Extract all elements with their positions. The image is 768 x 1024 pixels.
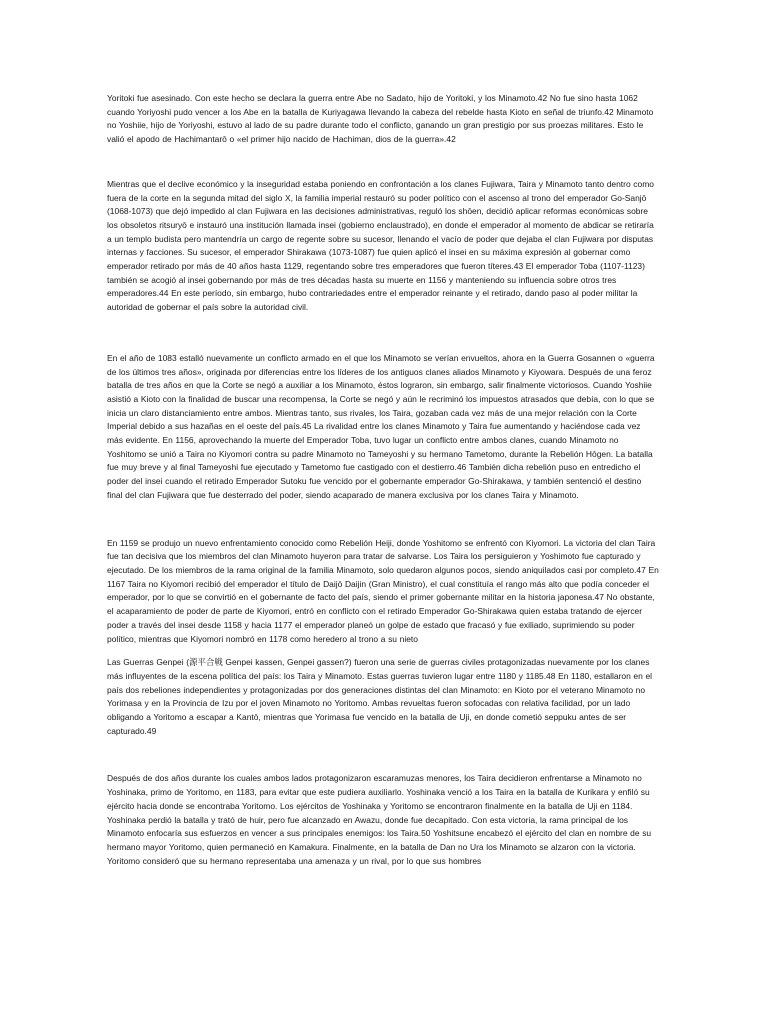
paragraph-insei: Mientras que el declive económico y la inseguridad estaba poniendo en confrontación a los clanes Fujiwara, Taira y Minamoto tanto dentro como fuera de la corte en la segunda mitad del siglo X, la familia imperial restauró su poder político con el ascenso al trono del emperador Go-Sanjō (1068-1073) que dejó impedido al clan Fujiwara en las decisiones administrativas, reguló los shōen, decidió aplicar reformas económicas sobre los obsoletos ritsuryō e instauró una institución llamada insei (gobierno enclaustrado), en donde el emperador al momento de abdicar se retiraría a un templo budista pero mantendría un cargo de regente sobre su sucesor, llenando el vacío de poder que dejaba el clan Fujiwara por disputas internas y facciones. Su sucesor, el emperador Shirakawa (1073-1087) fue quien aplicó el insei en su máxima expresión al gobernar como emperador retirado por más de 40 años hasta 1129, regentando sobre tres emperadores que fueron títeres.43 El emperador Toba (1107-1123) también se acogió al insei gobernando por más de tres décadas hasta su muerte en 1156 y manteniendo su influencia sobre otros tres emperadores.44 En este período, sin embargo, hubo contrariedades entre el emperador reinante y el retirado, dando paso al poder militar la autoridad de gobernar el país sobre la autoridad civil. [107,178,654,313]
paragraph-yoshinaka: Después de dos años durante los cuales ambos lados protagonizaron escaramuzas menores, los Taira decidieron enfrentarse a Minamoto no Yoshinaka, primo de Yoritomo, en 1183, para evitar que este pudiera auxiliarlo. Yoshinaka venció a los Taira en la batalla de Kurikara y enfiló su ejército hacia donde se encontraba Yoritomo. Los ejércitos de Yoshinaka y Yoritomo se encontraron finalmente en la batalla de Uji en 1184. Yoshinaka perdió la batalla y trató de huir, pero fue alcanzado en Awazu, donde fue decapitado. Con esta victoria, la rama principal de los Minamoto enfocaría sus esfuerzos en vencer a sus principales enemigos: los Taira.50 Yoshitsune encabezó el ejército del clan en nombre de su hermano mayor Yoritomo, quien permaneció en Kamakura. Finalmente, en la batalla de Dan no Ura los Minamoto se alzaron con la victoria. Yoritomo consideró que su hermano representaba una amenaza y un rival, por lo que sus hombres [107,773,652,866]
paragraph-genpei: Las Guerras Genpei (源平合戦 Genpei kassen, Genpei gassen?) fueron una serie de guerras civiles protagonizadas nuevamente por los clanes más influyentes de la escena política del país: los Taira y Minamoto. Estas guerras tuvieron lugar entre 1180 y 1185.48 En 1180, estallaron en el país dos rebeliones independientes y protagonizadas por dos generaciones distintas del clan Minamoto: en Kioto por el veterano Minamoto no Yorimasa y en la Provincia de Izu por el joven Minamoto no Yoritomo. Ambas revueltas fueron sofocadas con relativa facilidad, por un lado obligando a Yoritomo a escapar a Kantō, mientras que Yorimasa fue vencido en la batalla de Uji, en donde cometió seppuku antes de ser capturado.49 [107,657,653,736]
paragraph-gosannen-hogen: En el año de 1083 estalló nuevamente un conflicto armado en el que los Minamoto se verían envueltos, ahora en la Guerra Gosannen o «guerra de los últimos tres años», originada por diferencias entre los líderes de los antiguos clanes aliados Minamoto y Kiyowara. Después de una feroz batalla de tres años en que la Corte se negó a auxiliar a los Minamoto, éstos lograron, sin embargo, salir finalmente victoriosos. Cuando Yoshiie asistió a Kioto con la finalidad de buscar una recompensa, la Corte se negó y aún le recriminó los impuestos atrasados que debía, con lo que se inicia un claro distanciamiento entre ambos. Mientras tanto, sus rivales, los Taira, gozaban cada vez más de una mejor relación con la Corte Imperial debido a sus hazañas en el oeste del país.45 La rivalidad entre los clanes Minamoto y Taira fue aumentando y haciéndose cada vez más evidente. En 1156, aprovechando la muerte del Emperador Toba, tuvo lugar un conflicto entre ambos clanes, cuando Minamoto no Yoshitomo se unió a Taira no Kiyomori contra su padre Minamoto no Tameyoshi y su hermano Tametomo, durante la Rebelión Hōgen. La batalla fue muy breve y al final Tameyoshi fue ejecutado y Tametomo fue castigado con el destierro.46 También dicha rebelión puso en entredicho el poder del insei cuando el retirado Emperador Sutoku fue vencido por el gobernante emperador Go-Shirakawa, y también sentenció el destino final del clan Fujiwara que fue desterrado del poder, siendo acaparado de manera exclusiva por los clanes Taira y Minamoto. [107,352,655,500]
paragraph-heiji: En 1159 se produjo un nuevo enfrentamiento conocido como Rebelión Heiji, donde Yoshitomo se enfrentó con Kiyomori. La victoria del clan Taira fue tan decisiva que los miembros del clan Minamoto huyeron para tratar de salvarse. Los Taira los persiguieron y Yoshimoto fue capturado y ejecutado. De los miembros de la rama original de la familia Minamoto, solo quedaron algunos pocos, siendo aniquilados casi por completo.47 En 1167 Taira no Kiyomori recibió del emperador el título de Daijō Daijin (Gran Ministro), el cual constituía el rango más alto que podía conceder el emperador, por lo que se convirtió en el gobernante de facto del país, siendo el primer gobernante militar en la historia japonesa.47 No obstante, el acaparamiento de poder de parte de Kiyomori, entró en conflicto con el retirado Emperador Go-Shirakawa quien estaba tratando de ejercer poder a través del insei desde 1158 y hacia 1177 el emperador planeó un golpe de estado que fracasó y fue exiliado, suprimiendo su poder político, mientras que Kiyomori nombró en 1178 como heredero al trono a su nieto [107,537,659,644]
paragraph-abe-war: Yoritoki fue asesinado. Con este hecho se declara la guerra entre Abe no Sadato, hijo de Yoritoki, y los Minamoto.42 No fue sino hasta 1062 cuando Yoriyoshi pudo vencer a los Abe en la batalla de Kuriyagawa llevando la cabeza del rebelde hasta Kioto en señal de triunfo.42 Minamoto no Yoshiie, hijo de Yoriyoshi, estuvo al lado de su padre durante todo el conflicto, ganando un gran prestigio por sus proezas militares. Esto le valió el apodo de Hachimantarō o «el primer hijo nacido de Hachiman, dios de la guerra».42 [107,93,654,145]
document-page [107,92,659,868]
